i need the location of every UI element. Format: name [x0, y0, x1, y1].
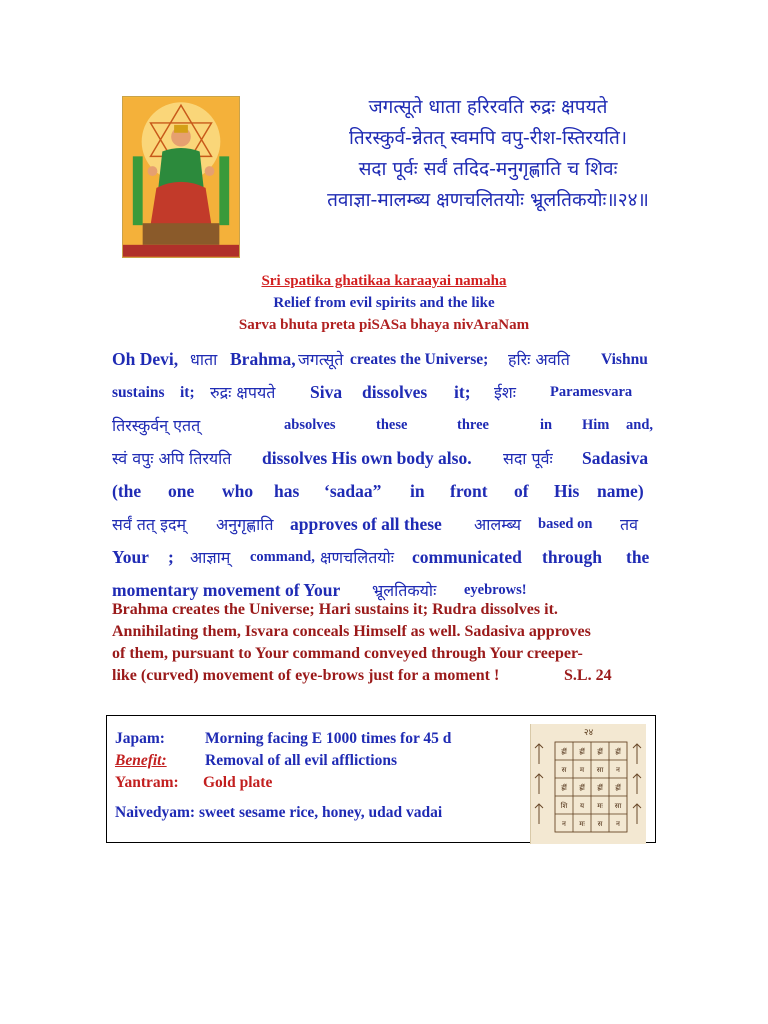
commentary-sanskrit: आलम्ब्य	[474, 515, 522, 534]
commentary-text: communicated	[412, 547, 522, 567]
commentary-text: it;	[180, 384, 195, 401]
commentary-sanskrit: आज्ञाम्	[190, 548, 231, 567]
verse-line: तवाज्ञा-मालम्ब्य क्षणचलितयोः भ्रूलतिकयोः॥२४॥	[327, 189, 649, 211]
summary-text: of them, pursuant to Your command conveyed through Your creeper-	[112, 645, 583, 662]
yantra-cell-text: म	[579, 766, 585, 774]
yantra-cell-text: ह्रीं	[597, 748, 603, 756]
commentary-text: ‘sadaa”	[324, 481, 382, 501]
yantra-cell-text: सा	[614, 802, 622, 810]
summary-line	[112, 599, 657, 621]
commentary-text: in	[540, 417, 553, 433]
commentary-text: and,	[626, 417, 654, 433]
commentary-text: in	[410, 481, 425, 501]
commentary-text: Him	[582, 417, 610, 433]
commentary-text: through	[542, 547, 602, 567]
yantra-cell-text: ह्रीं	[561, 748, 567, 756]
commentary-text: one	[168, 481, 195, 501]
verse-line: सदा पूर्वः सर्वं तदिद-मनुगृह्णाति च शिवः	[358, 158, 618, 180]
yantra-cell-text: ह्रीं	[615, 748, 621, 756]
commentary-text: (the	[112, 481, 142, 501]
benefit-value: Removal of all evil afflictions	[205, 752, 397, 769]
deity-image	[122, 96, 240, 258]
benefit-subtitle: Relief from evil spirits and the like	[273, 295, 495, 311]
yantra-cell-text: ह्रीं	[561, 784, 567, 792]
commentary-line	[112, 475, 655, 508]
commentary-text: Oh Devi,	[112, 349, 179, 369]
yantra-number: २४	[583, 728, 594, 738]
yantra-cell-text: ह्रीं	[615, 784, 621, 792]
word-meaning-commentary	[112, 343, 655, 607]
commentary-sanskrit: रुद्रः क्षपयते	[210, 383, 276, 402]
commentary-text: of	[514, 481, 529, 501]
ritual-info-box	[106, 715, 656, 843]
commentary-text: Your	[112, 547, 149, 567]
commentary-text: His	[554, 481, 580, 501]
commentary-text: command,	[250, 549, 315, 565]
commentary-text: it;	[454, 382, 471, 402]
yantra-cell-text: शि	[560, 802, 568, 810]
commentary-line	[112, 508, 655, 541]
commentary-line	[112, 442, 655, 475]
commentary-text: absolves	[284, 417, 336, 433]
yantra-grid	[531, 724, 646, 844]
summary-text: Brahma creates the Universe; Hari sustains it; Rudra dissolves it.	[112, 601, 558, 618]
summary-line	[112, 621, 657, 643]
mantra-title: Sri spatika ghatikaa karaayai namaha	[261, 273, 507, 289]
commentary-sanskrit: क्षणचलितयोः	[320, 548, 394, 567]
yantra-cell-text: ह्रीं	[579, 748, 585, 756]
deity-illustration	[123, 97, 239, 257]
commentary-sanskrit: जगत्सूते	[298, 350, 344, 369]
yantra-cell-text: स	[561, 766, 567, 774]
commentary-text: name)	[597, 481, 644, 501]
commentary-text: Brahma,	[230, 349, 296, 369]
yantra-cell-text: सा	[596, 766, 604, 774]
commentary-sanskrit: तिरस्कुर्वन् एतत्	[112, 416, 201, 435]
yantra-cell-text: मः	[579, 820, 585, 828]
commentary-text: momentary movement of Your	[112, 580, 341, 600]
yantra-diagram	[530, 724, 646, 844]
yantra-cell-text: स	[597, 820, 603, 828]
commentary-sanskrit: भ्रूलतिकयोः	[372, 581, 437, 600]
commentary-sanskrit: अनुगृह्णाति	[216, 515, 274, 534]
commentary-text: ;	[168, 547, 174, 567]
commentary-text: Sadasiva	[582, 448, 649, 468]
commentary-line	[112, 343, 655, 376]
yantra-cell-text: ह्रीं	[579, 784, 585, 792]
yantra-cell-text: य	[579, 802, 585, 810]
commentary-sanskrit: धाता	[190, 350, 218, 369]
commentary-text: has	[274, 481, 300, 501]
trident-marks	[535, 744, 641, 824]
commentary-sanskrit: स्वं वपुः अपि तिरयति	[112, 449, 232, 468]
yantra-cell-text: न	[562, 820, 566, 828]
yantra-cell-text: न	[616, 766, 620, 774]
commentary-text: approves of all these	[290, 514, 442, 534]
commentary-text: these	[376, 417, 408, 433]
commentary-sanskrit: सर्वं तत् इदम्	[112, 515, 187, 534]
yantra-cell-text: ह्रीं	[597, 784, 603, 792]
commentary-line	[112, 541, 655, 574]
yantra-cell-text: मः	[597, 802, 603, 810]
benefit-label: Benefit:	[115, 752, 167, 769]
commentary-text: Siva	[310, 382, 343, 402]
summary-text: Annihilating them, Isvara conceals Himself as well. Sadasiva approves	[112, 623, 591, 640]
commentary-text: Paramesvara	[550, 384, 633, 400]
commentary-text: eyebrows!	[464, 582, 527, 598]
commentary-sanskrit: हरिः अवति	[508, 350, 570, 369]
translation-summary	[112, 599, 657, 687]
naivedyam-text: Naivedyam: sweet sesame rice, honey, udad vadai	[115, 804, 443, 821]
summary-text: like (curved) movement of eye-brows just for a moment !	[112, 667, 500, 684]
sanskrit-subtitle: Sarva bhuta preta piSASa bhaya nivAraNam	[238, 317, 530, 333]
commentary-text: creates the Universe;	[350, 351, 489, 368]
yantram-value: Gold plate	[203, 774, 273, 791]
commentary-text: front	[450, 481, 488, 501]
summary-line	[112, 643, 657, 665]
summary-line	[112, 665, 657, 687]
commentary-line	[112, 376, 655, 409]
title-block	[0, 270, 768, 336]
commentary-text: the	[626, 547, 650, 567]
commentary-text: sustains	[112, 384, 165, 401]
yantram-label: Yantram:	[115, 774, 179, 791]
commentary-line	[112, 409, 655, 442]
commentary-text: three	[457, 417, 489, 433]
commentary-text: who	[222, 481, 254, 501]
sanskrit-verse	[268, 92, 708, 216]
commentary-text: dissolves His own body also.	[262, 448, 472, 468]
japam-value: Morning facing E 1000 times for 45 d	[205, 730, 452, 747]
yantra-cell-text: न	[616, 820, 620, 828]
verse-line: जगत्सूते धाता हरिरवति रुद्रः क्षपयते	[368, 96, 608, 118]
japam-label: Japam:	[115, 730, 165, 747]
commentary-sanskrit: ईशः	[494, 383, 516, 402]
commentary-text: based on	[538, 516, 593, 532]
verse-line: तिरस्कुर्व-न्नेतत् स्वमपि वपु-रीश-स्तिरयति।	[348, 127, 628, 149]
commentary-text: Vishnu	[601, 351, 648, 368]
commentary-sanskrit: तव	[620, 515, 639, 534]
sloka-reference: S.L. 24	[564, 667, 612, 684]
commentary-text: dissolves	[362, 382, 428, 402]
commentary-sanskrit: सदा पूर्वः	[503, 449, 553, 468]
